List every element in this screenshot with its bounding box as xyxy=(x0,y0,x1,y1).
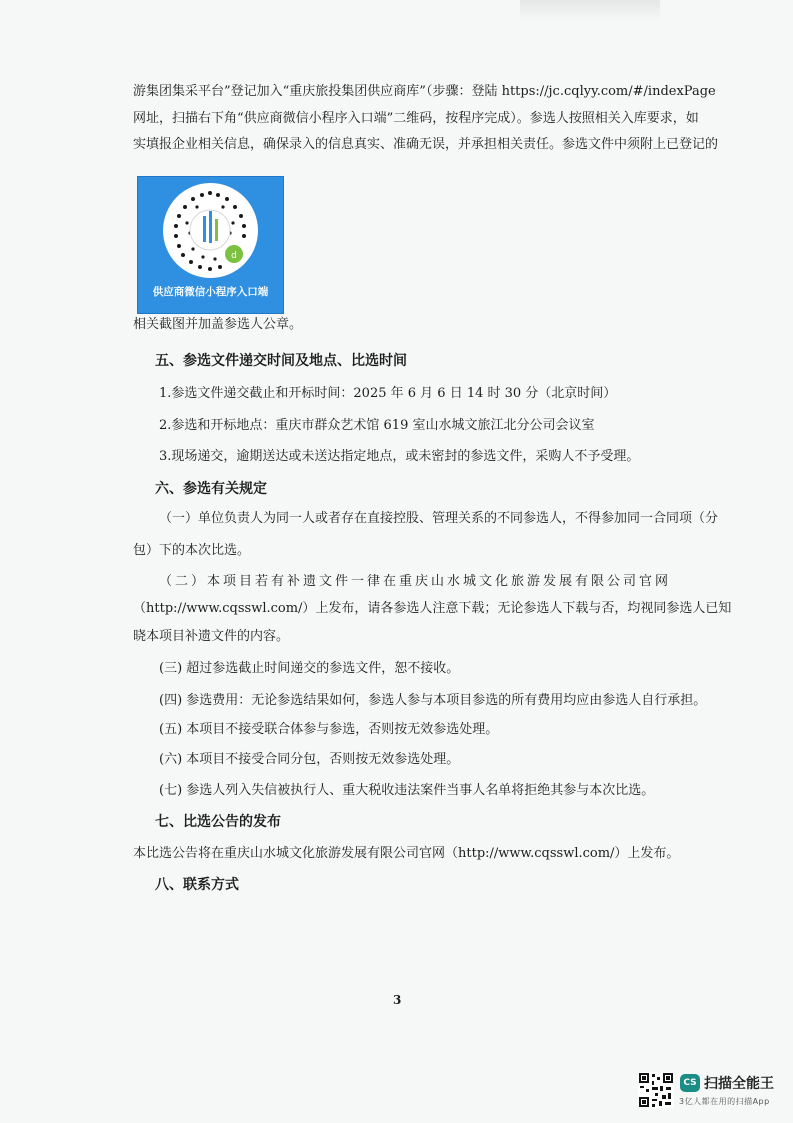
paragraph-line: 本比选公告将在重庆山水城文化旅游发展有限公司官网（http://www.cqsswl.com/）上发布。 xyxy=(133,846,680,861)
watermark-title: 扫描全能王 xyxy=(704,1076,774,1092)
rule-line: 晓本项目补遗文件的内容。 xyxy=(133,629,290,644)
list-item: 3.现场递交，逾期送达或未送达指定地点，或未密封的参选文件，采购人不予受理。 xyxy=(159,449,640,464)
watermark-subtitle: 3亿人都在用的扫描App xyxy=(679,1097,770,1106)
rule-line: (五) 本项目不接受联合体参与参选，否则按无效参选处理。 xyxy=(159,722,499,737)
paragraph-line: 网址，扫描右下角“供应商微信小程序入口端”二维码，按程序完成）。参选人按照相关入库要求，如 xyxy=(133,111,699,126)
paragraph-line: 相关截图并加盖参选人公章。 xyxy=(133,317,303,332)
rule-line: 包）下的本次比选。 xyxy=(133,543,251,558)
paragraph-line: 游集团集采平台”登记加入“重庆旅投集团供应商库”（步骤：登陆 https://jc.cqlyy.com/#/indexPage xyxy=(133,84,716,99)
section-heading: 六、参选有关规定 xyxy=(155,481,267,497)
qr-caption: 供应商微信小程序入口端 xyxy=(152,286,269,298)
section-heading: 八、联系方式 xyxy=(155,877,239,893)
section-heading: 七、比选公告的发布 xyxy=(155,814,281,830)
list-item: 2.参选和开标地点：重庆市群众艺术馆 619 室山水城文旅江北分公司会议室 xyxy=(159,418,595,433)
rule-line: （http://www.cqsswl.com/）上发布，请各参选人注意下载；无论参选人下载与否，均视同参选人已知 xyxy=(133,601,732,616)
page-number: 3 xyxy=(393,993,402,1007)
paragraph-line: 实填报企业相关信息，确保录入的信息真实、准确无误，并承担相关责任。参选文件中须附上已登记的 xyxy=(133,137,719,152)
scan-artifact xyxy=(520,0,660,22)
watermark-qr-icon xyxy=(638,1072,674,1108)
rule-line: (七) 参选人列入失信被执行人、重大税收违法案件当事人名单将拒绝其参与本次比选。 xyxy=(159,783,655,798)
svg-text:d: d xyxy=(231,251,237,261)
rule-line: (四) 参选费用：无论参选结果如何，参选人参与本项目参选的所有费用均应由参选人自行承担。 xyxy=(159,693,707,708)
list-item: 1.参选文件递交截止和开标时间：2025 年 6 月 6 日 14 时 30 分（北京时间） xyxy=(159,386,617,401)
rule-line: (六) 本项目不接受合同分包，否则按无效参选处理。 xyxy=(159,752,460,767)
rule-line: （二）本项目若有补遗文件一律在重庆山水城文化旅游发展有限公司官网 xyxy=(159,574,672,589)
rule-line: (三) 超过参选截止时间递交的参选文件，恕不接收。 xyxy=(159,661,460,676)
qr-code-icon xyxy=(163,183,258,278)
camscanner-logo: CS xyxy=(680,1074,700,1092)
mini-program-qr-image xyxy=(137,176,284,314)
rule-line: （一）单位负责人为同一人或者存在直接控股、管理关系的不同参选人，不得参加同一合同项（分 xyxy=(159,511,719,526)
section-heading: 五、参选文件递交时间及地点、比选时间 xyxy=(155,353,407,369)
